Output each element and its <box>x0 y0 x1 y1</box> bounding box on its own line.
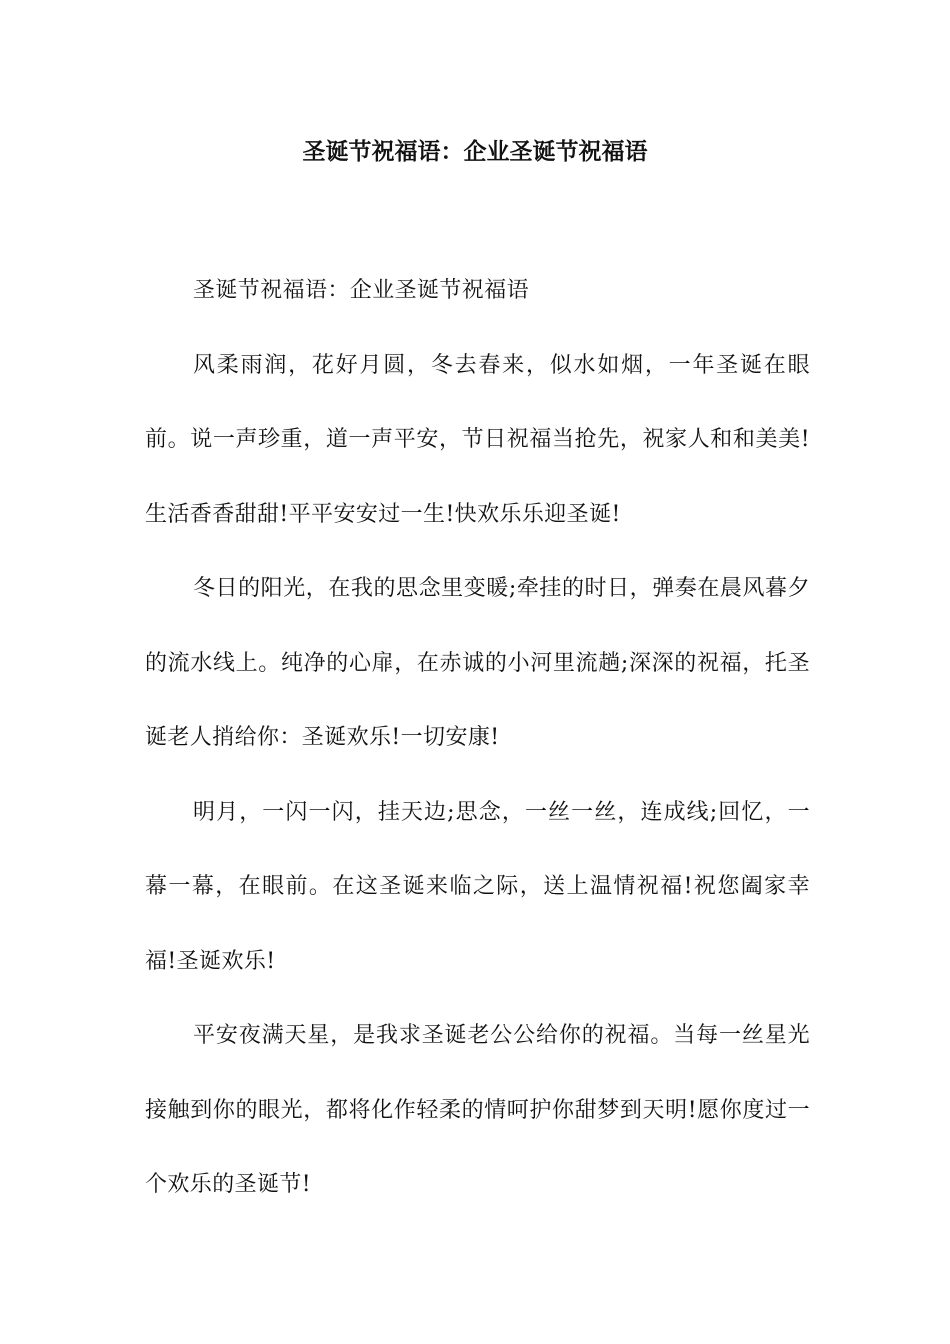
paragraph: 冬日的阳光，在我的思念里变暖;牵挂的时日，弹奏在晨风暮夕的流水线上。纯净的心扉，在赤诚的小河里流趟;深深的祝福，托圣诞老人捎给你：圣诞欢乐!一切安康! <box>145 576 810 750</box>
paragraph: 明月，一闪一闪，挂天边;思念，一丝一丝，连成线;回忆，一幕一幕，在眼前。在这圣诞来临之际，送上温情祝福!祝您阖家幸福!圣诞欢乐! <box>145 799 810 974</box>
document-body <box>145 254 810 1223</box>
paragraph: 平安夜满天星，是我求圣诞老公公给你的祝福。当每一丝星光接触到你的眼光，都将化作轻柔的情呵护你甜梦到天明!愿你度过一个欢乐的圣诞节! <box>145 1023 810 1197</box>
paragraph-subtitle: 圣诞节祝福语：企业圣诞节祝福语 <box>193 278 530 303</box>
paragraph: 风柔雨润，花好月圆，冬去春来，似水如烟，一年圣诞在眼前。说一声珍重，道一声平安，节日祝福当抢先，祝家人和和美美!生活香香甜甜!平平安安过一生!快欢乐乐迎圣诞! <box>145 352 810 527</box>
document-title: 圣诞节祝福语：企业圣诞节祝福语 <box>302 138 648 165</box>
